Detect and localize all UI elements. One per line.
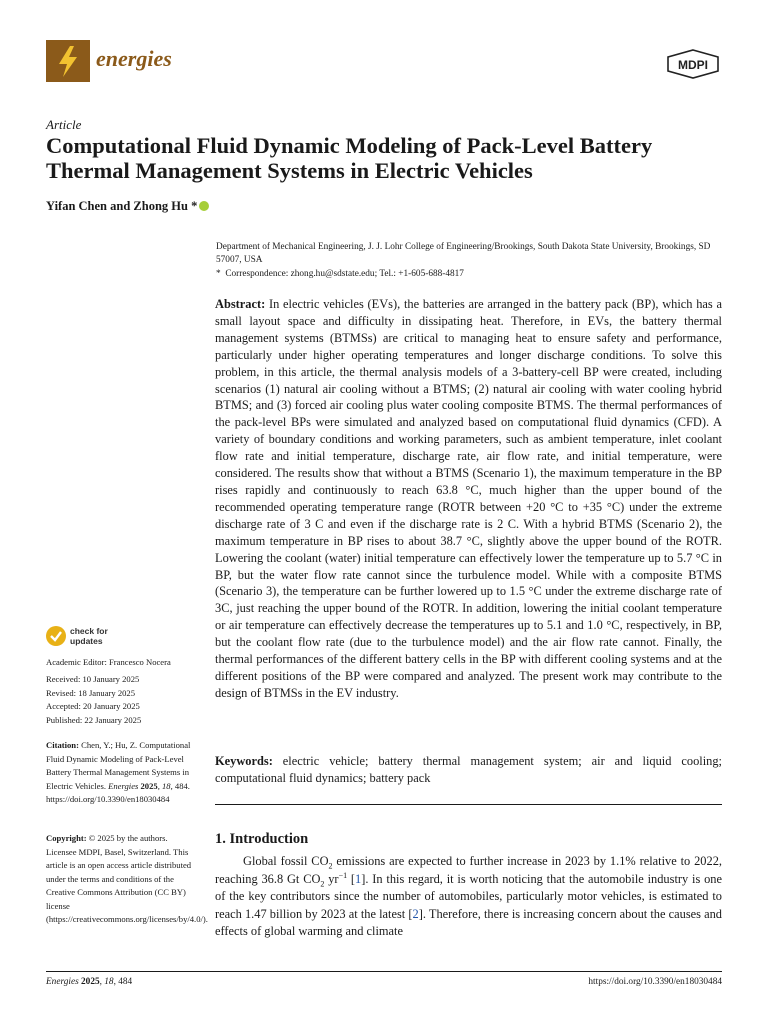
article-type: Article (46, 117, 82, 132)
correspondence-text: Correspondence: zhong.hu@sdstate.edu; Tel.: +1-605-688-4817 (225, 269, 464, 279)
published-date: Published: 22 January 2025 (46, 714, 142, 725)
reference-link[interactable]: 1 (355, 871, 362, 886)
footer-citation: Energies 2025, 18, 484 (46, 977, 133, 987)
lightning-icon (46, 40, 90, 82)
reference-link[interactable]: 2 (412, 906, 419, 921)
abstract-label: Abstract: (215, 297, 266, 311)
received-date: Received: 10 January 2025 (46, 674, 140, 684)
citation: Citation: Chen, Y.; Hu, Z. Computational Fluid Dynamic Modeling of Pack-Level Battery Thermal Management Systems in Electric Vehicles. Energies 2025, 18, 484. https://doi.org/10.3390/en18030484 (46, 740, 191, 804)
publication-dates (46, 673, 196, 727)
mdpi-logo (666, 49, 720, 79)
keywords-label: Keywords: (215, 754, 273, 768)
correspondence (216, 268, 726, 281)
intro-paragraph: Global fossil $CO_2$ emissions are expected to further increase in 2023 by 1.1% relative to 2022, reaching 36.8 Gt $CO_2$ $yr^{-1}$ [1]. In this regard, it is worth noticing that the automobile industry is one of the key contributors since the number of automobiles, particularly motor vehicles, is estimated to reach 1.47 billion by 2023 at the latest [2]. Therefore, there is increasing concern about the causes and effects of global warming and climate (215, 854, 723, 938)
academic-editor: Academic Editor: Francesco Nocera (46, 657, 171, 667)
check-for-updates-icon (46, 626, 66, 646)
author-list (46, 199, 209, 214)
mdpi-logo-text: MDPI (678, 58, 708, 72)
check-for-updates-badge[interactable]: check for updates (46, 626, 116, 648)
paper-title: Computational Fluid Dynamic Modeling of Pack-Level Battery Thermal Management Systems in Electric Vehicles (46, 133, 653, 183)
authors-text: Yifan Chen and Zhong Hu * (46, 199, 198, 213)
journal-logo (46, 40, 90, 82)
keywords-text: electric vehicle; battery thermal management system; air and liquid cooling; computational fluid dynamics; battery pack (215, 754, 722, 785)
correspondence-marker: * (216, 269, 221, 279)
copyright: Copyright: © 2025 by the authors. Licensee MDPI, Basel, Switzerland. This article is an open access article distributed under the terms and conditions of the Creative Commons Attribution (CC BY) license (https://creativecommons.org/licenses/by/4.0/). (46, 833, 208, 924)
footer-divider (46, 971, 722, 972)
divider (215, 804, 722, 805)
abstract (215, 296, 722, 702)
revised-date: Revised: 18 January 2025 (46, 687, 136, 698)
abstract-text: In electric vehicles (EVs), the batteries are arranged in the battery pack (BP), which has a small layout space and difficulty in dissipating heat. Therefore, in EVs, the battery thermal management systems (BTMSs) are critical to managing heat to ensure safety and performance, particularly under higher operating temperatures and longer discharge conditions. To solve this problem, in this article, the thermal analysis models of a 3-battery-cell BP were created, including scenarios (1) natural air cooling without a BTMS; (2) natural air cooling with water cooling hybrid BTMS; and (3) forced air cooling plus water cooling composite BTMS. The thermal performances of the pack-level BPs were simulated and analyzed based on computational fluid dynamics (CFD). A variety of boundary conditions and working parameters, such as ambient temperature, inlet coolant flow rate and initial temperature, discharge rate, air flow rate, and initial temperature, were considered. The results show that without a BTMS (Scenario 1), the maximum temperature in the BP rises rapidly and continuously to reach 63.8 °C, much higher than the upper bound of the recommended operating temperature range (ROTR between +20 °C to +35 °C) under the extreme discharge rate of 3 C and even if the discharge rate is 2 C. With a hybrid BTMS (Scenario 2), the maximum temperature in BP rises to about 38.7 °C, slightly above the upper bound of the ROTR. Lowering the coolant (water) initial temperature can effectively lower the temperature up to 5.7 °C in BP, but the water flow rate cannot since the turbulence model. While with a composite BTMS (Scenario 3), the temperature can be further lowered up to 1.5 °C under the extreme discharge rate of 3C, just reaching the upper bound of the ROTR. In addition, lowering the initial coolant temperature or air temperature can effectively decrease the temperatures up to 5.1 and 1.0 °C, respectively, in BP, but the coolant flow rate (due to the turbulence model) and the air flow rate cannot. Finally, the thermal performances of the different battery cells in the BP with different cooling systems and at the different positions of the BP were compared and analyzed. The present work may contribute to the design of BTMSs in the EV industry. (215, 297, 722, 700)
accepted-date: Accepted: 20 January 2025 (46, 701, 140, 711)
affiliation: Department of Mechanical Engineering, J. J. Lohr College of Engineering/Brookings, South Dakota State University, Brookings, SD 57007, USA (216, 242, 711, 265)
keywords (215, 753, 722, 787)
section-heading: 1. Introduction (215, 831, 309, 847)
orcid-icon[interactable] (199, 201, 209, 211)
footer-doi-link[interactable]: https://doi.org/10.3390/en18030484 (588, 977, 722, 987)
journal-name: energies (96, 46, 172, 71)
